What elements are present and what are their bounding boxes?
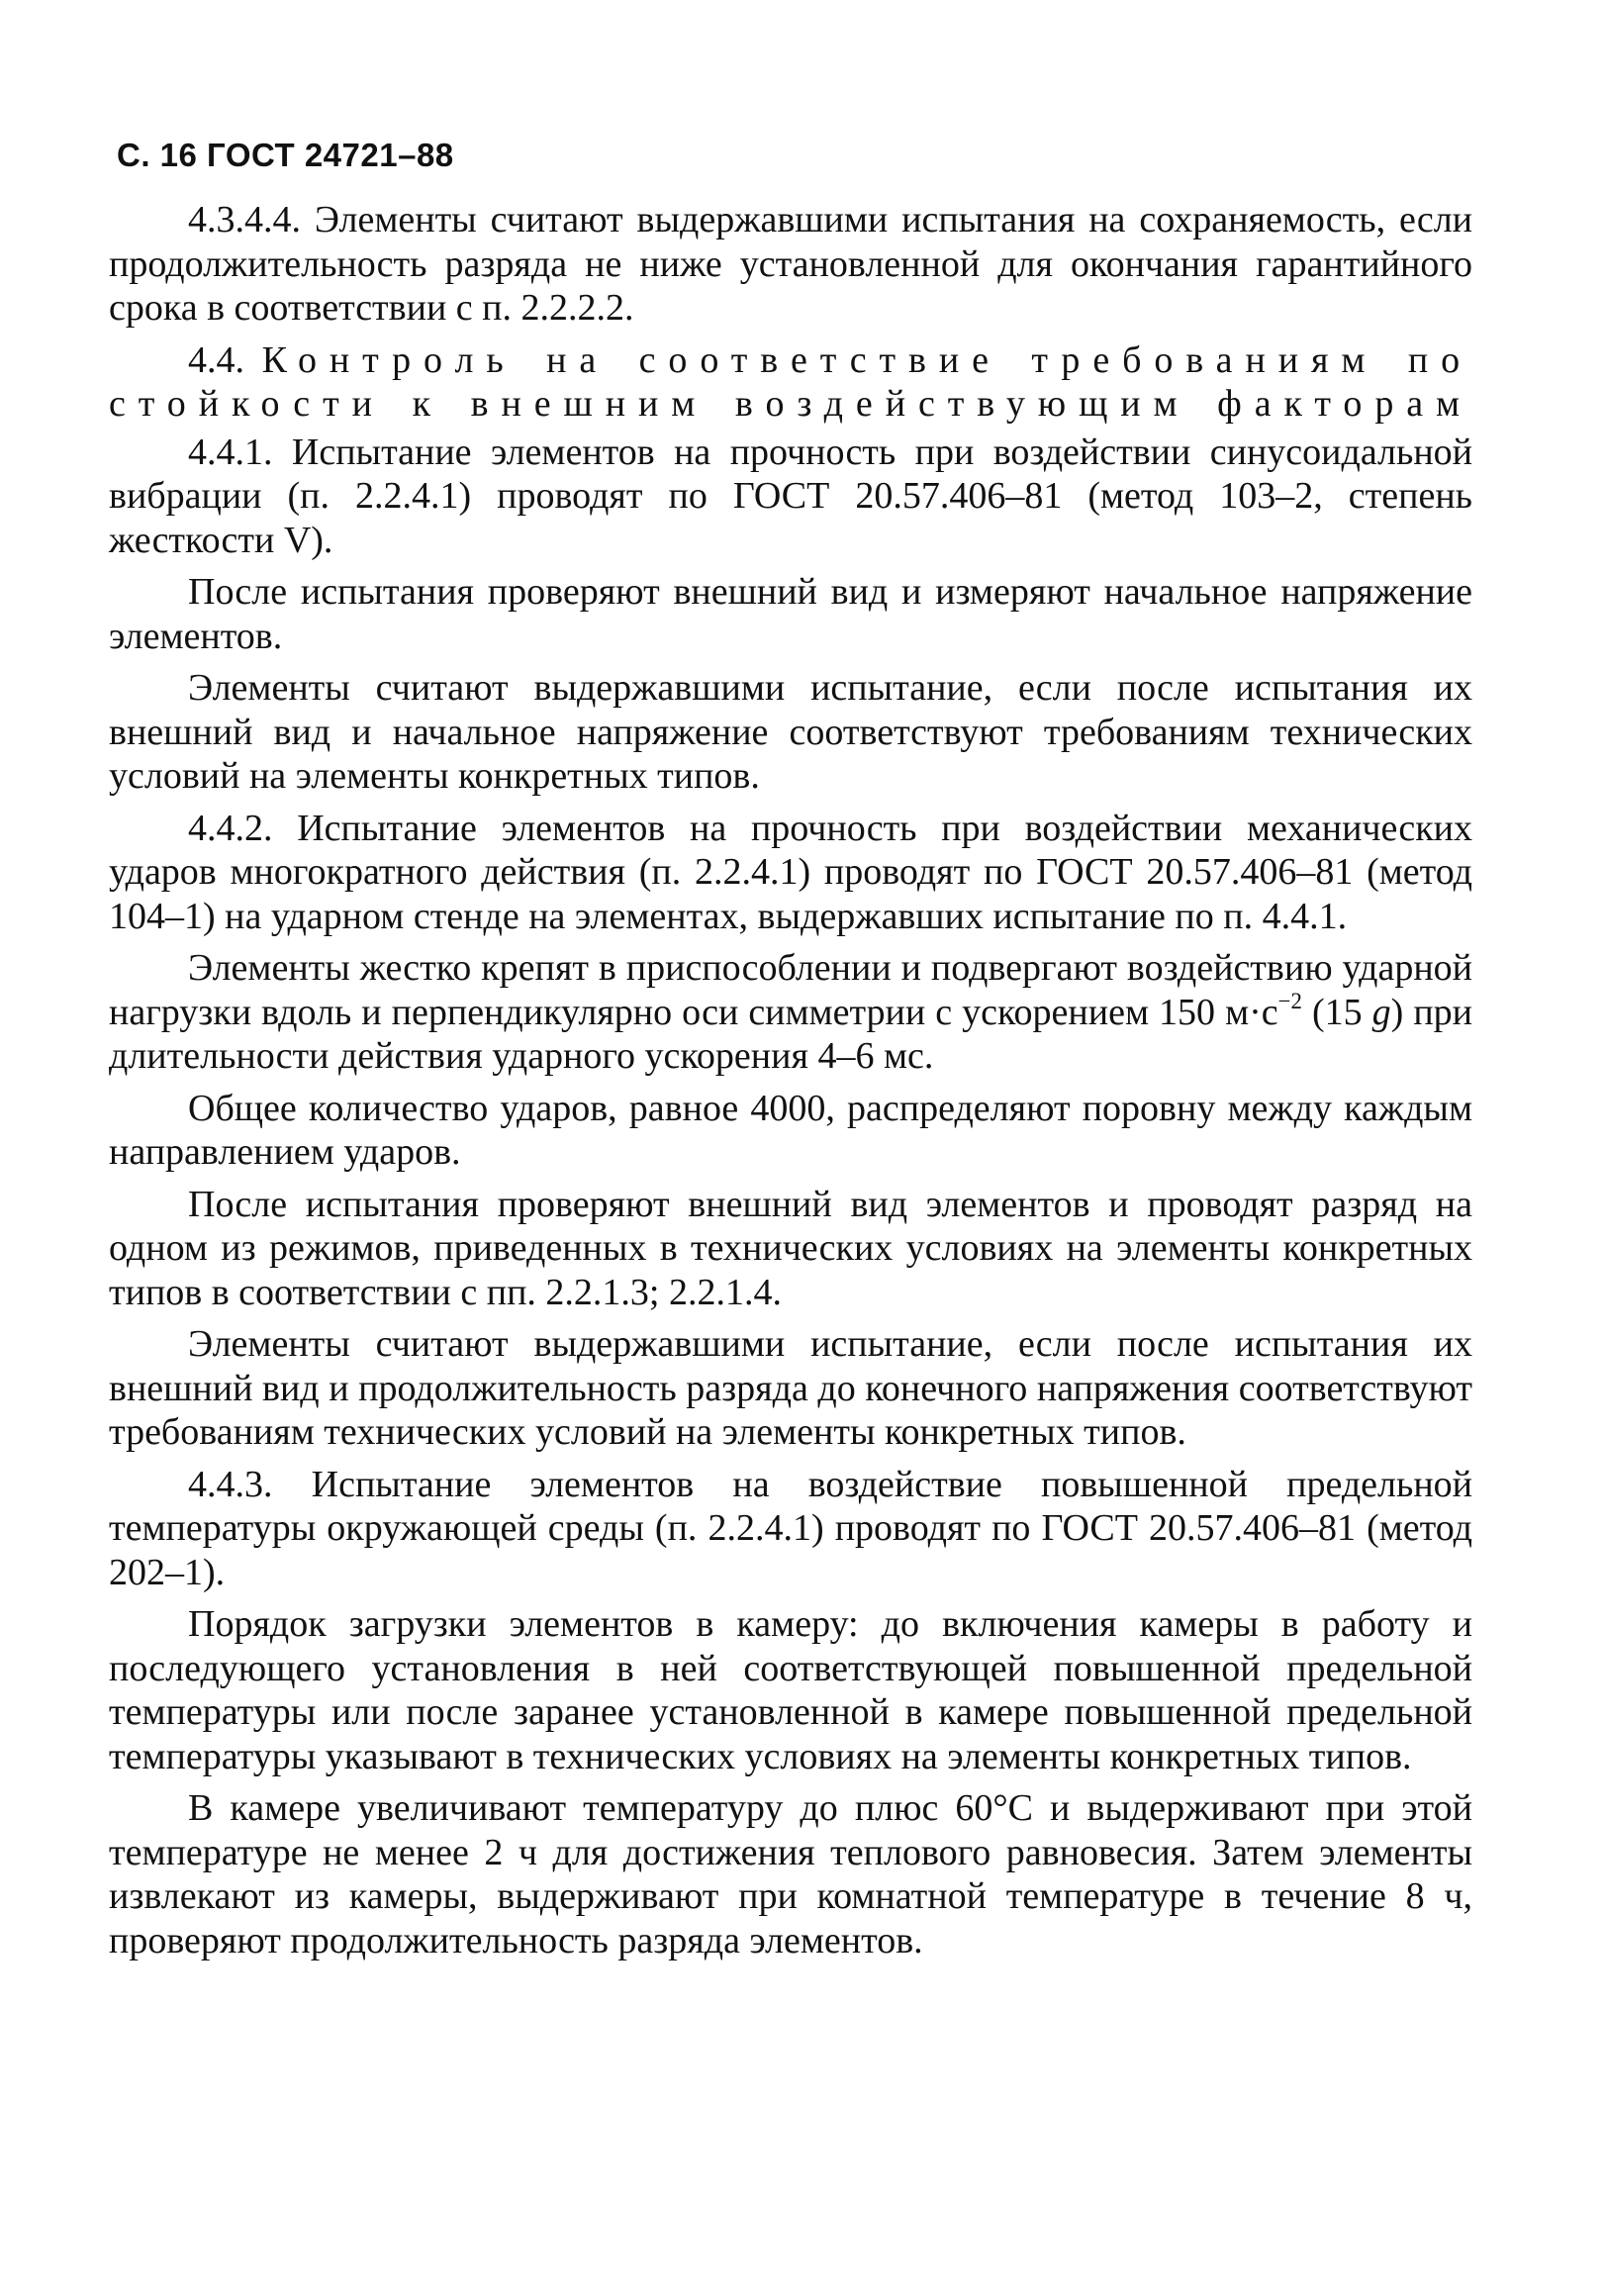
page-header: С. 16 ГОСТ 24721–88 [117,137,454,173]
section-title: Контроль на соответствие требованиям по стойкости к внешним воздействующим факторам [109,338,1473,425]
paragraph-chamber-temperature: В камере увеличивают температуру до плюс 60°С и выдерживают при этой температуре не менее 2 ч для достижения теплового равновесия. Затем элементы извлекают из камеры, выдерживают при комнатной температуре в течение 8 ч, проверяют продолжительность разряда элементов. [109,1787,1472,1961]
paragraph-shock-criteria: Элементы считают выдержавшими испытание, если после испытания их внешний вид и продолжительность разряда до конечного напряжения соответствуют требованиям технических условий на элементы конкретных типов. [109,1323,1472,1453]
paragraph-4-3-4-4: 4.3.4.4. Элементы считают выдержавшими испытания на сохраняемость, если продолжительность разряда не ниже установленной для окончания гарантийного срока в соответствии с п. 2.2.2.2. [109,199,1472,329]
document-body [109,198,1472,1970]
paragraph-4-4-2: 4.4.2. Испытание элементов на прочность при воздействии механических ударов многократного действия (п. 2.2.4.1) проводят по ГОСТ 20.57.406–81 (метод 104–1) на ударном стенде на элементах, выдержавших испытание по п. 4.4.1. [109,807,1472,937]
paragraph-shock-mounting [109,946,1472,1079]
paragraph-4-4-3: 4.4.3. Испытание элементов на воздействие повышенной предельной температуры окружающей среды (п. 2.2.4.1) проводят по ГОСТ 20.57.406–81 (метод 202–1). [109,1463,1472,1593]
shock-text-c: ) при длительности действия ударного ускорения 4–6 мс. [109,991,1473,1077]
paragraph-shock-count: Общее количество ударов, равное 4000, распределяют поровну между каждым направлением ударов. [109,1087,1472,1173]
section-heading-4-4 [109,338,1472,427]
section-number: 4.4. [188,338,244,381]
paragraph-4-4-1: 4.4.1. Испытание элементов на прочность при воздействии синусоидальной вибрации (п. 2.2.4.1) проводят по ГОСТ 20.57.406–81 (метод 103–2, степень жесткости V). [109,430,1472,561]
paragraph-after-vibration-test: После испытания проверяют внешний вид и измеряют начальное напряжение элементов. [109,571,1472,657]
paragraph-chamber-loading: Порядок загрузки элементов в камеру: до включения камеры в работу и последующего установления в ней соответствующей повышенной предельной температуры или после заранее установленной в камере повышенной предельной температуры указывают в технических условиях на элементы конкретных типов. [109,1603,1472,1777]
shock-text-b: (15 [1301,991,1372,1033]
paragraph-vibration-criteria: Элементы считают выдержавшими испытание, если после испытания их внешний вид и начальное напряжение соответствуют требованиям технических условий на элементы конкретных типов. [109,667,1472,797]
shock-text-a: Элементы жестко крепят в приспособлении и подвергают воздействию ударной нагрузки вдоль и перпендикулярно оси симметрии с ускорением 150 м·с [109,947,1472,1033]
paragraph-after-shock-test: После испытания проверяют внешний вид элементов и проводят разряд на одном из режимов, приведенных в технических условиях на элементы конкретных типов в соответствии с пп. 2.2.1.3; 2.2.1.4. [109,1183,1472,1313]
acceleration-exponent: −2 [1277,988,1302,1013]
g-unit: g [1371,991,1391,1033]
